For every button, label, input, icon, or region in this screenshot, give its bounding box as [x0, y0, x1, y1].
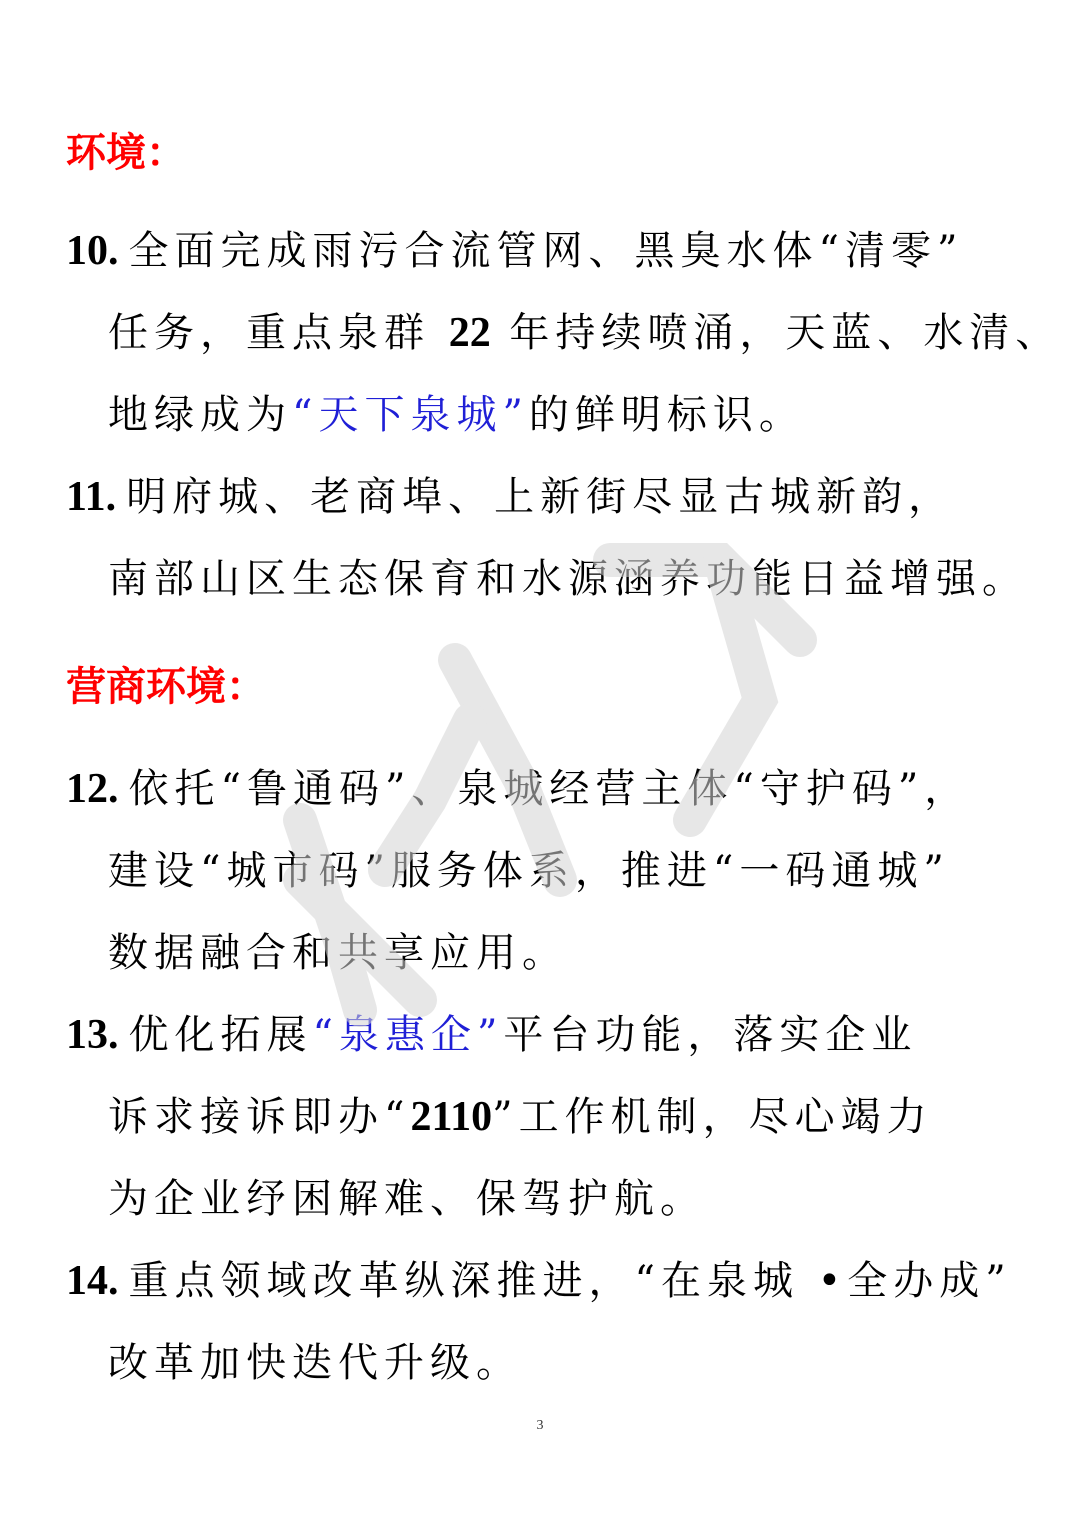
item-13-line-2: 诉求接诉即办“2110”工作机制，尽心竭力: [108, 1094, 933, 1140]
item-12-line-1: 12. 依托“鲁通码”、泉城经营主体“守护码”，: [66, 766, 971, 812]
item-11-line-1: 11. 明府城、老商埠、上新街尽显古城新韵，: [66, 474, 955, 520]
item-number: 13.: [66, 1012, 119, 1058]
item-12-line-2: 建设“城市码”服务体系，推进“一码通城”: [108, 848, 950, 894]
item-11-line-2: 南部山区生态保育和水源涵养功能日益增强。: [108, 556, 1028, 602]
item-14-line-2: 改革加快迭代升级。: [108, 1340, 522, 1386]
highlight-quan-hui-qi: “泉惠企”: [312, 1012, 504, 1058]
item-number: 14.: [66, 1258, 119, 1304]
item-10-line-1: 10. 全面完成雨污合流管网、黑臭水体“清零”: [66, 228, 964, 274]
item-13-line-1: 13. 优化拓展“泉惠企”平台功能，落实企业: [66, 1012, 918, 1058]
section-heading-business-environment: 营商环境：: [66, 664, 266, 710]
item-13-line-3: 为企业纾困解难、保驾护航。: [108, 1176, 706, 1222]
item-10-line-3: 地绿成为“天下泉城”的鲜明标识。: [108, 392, 805, 438]
item-14-line-1: 14. 重点领域改革纵深推进，“在泉城 •全办成”: [66, 1258, 1012, 1304]
item-number: 11.: [66, 474, 117, 520]
highlight-tianxia-quancheng: “天下泉城”: [292, 392, 529, 438]
section-heading-environment: 环境：: [66, 130, 186, 176]
item-number: 12.: [66, 766, 119, 812]
item-12-line-3: 数据融合和共享应用。: [108, 930, 568, 976]
item-10-line-2: 任务，重点泉群 22 年持续喷涌，天蓝、水清、: [108, 310, 1062, 356]
item-number: 10.: [66, 228, 119, 274]
page-number: 3: [536, 1418, 544, 1433]
